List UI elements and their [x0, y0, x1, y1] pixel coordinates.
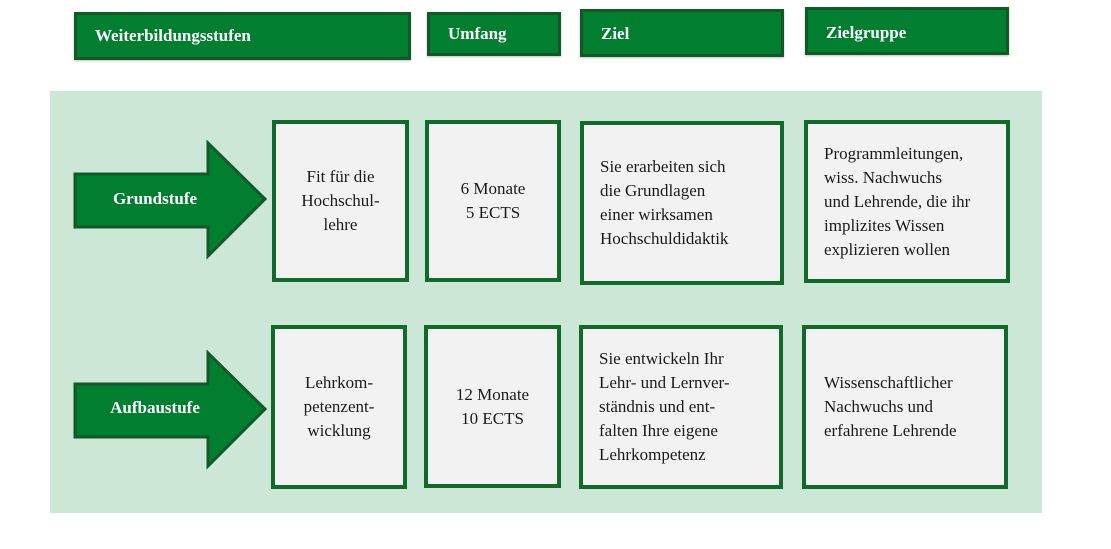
- aufbaustufe-title-cell: [271, 325, 407, 489]
- header-ziel-label: Ziel: [601, 24, 630, 43]
- aufbaustufe-ziel: Sie entwickeln Ihr Lehr- und Lernver- ständnis und ent- falten Ihre eigene Lehrkompetenz: [599, 349, 730, 464]
- header-zielgruppe: [805, 7, 1009, 55]
- aufbaustufe-umfang: 12 Monate 10 ECTS: [455, 384, 530, 428]
- header-ziel: [580, 9, 784, 57]
- header-umfang: [427, 12, 561, 56]
- aufbaustufe-ziel-cell: [579, 325, 783, 489]
- grundstufe-ziel: Sie erarbeiten sich die Grundlagen einer wirksamen Hochschuldidaktik: [600, 157, 729, 248]
- grundstufe-zielgruppe-cell: [804, 120, 1010, 283]
- header-zielgruppe-label: Zielgruppe: [826, 23, 907, 42]
- grundstufe-umfang: 6 Monate 5 ECTS: [460, 179, 526, 222]
- aufbaustufe-label: Aufbaustufe: [110, 398, 200, 417]
- header-weiterbildungsstufen: [74, 12, 411, 60]
- header-weiterbildungsstufen-label: Weiterbildungsstufen: [95, 26, 251, 45]
- grundstufe-ziel-cell: [580, 121, 784, 285]
- grundstufe-title-cell: [272, 120, 409, 282]
- aufbaustufe-title: Lehrkom- petenzent- wicklung: [303, 373, 375, 440]
- grundstufe-label: Grundstufe: [112, 189, 198, 208]
- header-umfang-label: Umfang: [448, 24, 507, 43]
- aufbaustufe-zielgruppe-cell: [802, 325, 1008, 489]
- grundstufe-zielgruppe: Programmleitungen, wiss. Nachwuchs und Lehrende, die ihr implizites Wissen explizieren wollen: [824, 143, 971, 259]
- aufbaustufe-zielgruppe: Wissenschaftlicher Nachwuchs und erfahrene Lehrende: [824, 373, 957, 440]
- grundstufe-title: Fit für die Hochschul- lehre: [301, 167, 380, 234]
- grundstufe-umfang-cell: [425, 120, 561, 282]
- aufbaustufe-umfang-cell: [424, 325, 561, 488]
